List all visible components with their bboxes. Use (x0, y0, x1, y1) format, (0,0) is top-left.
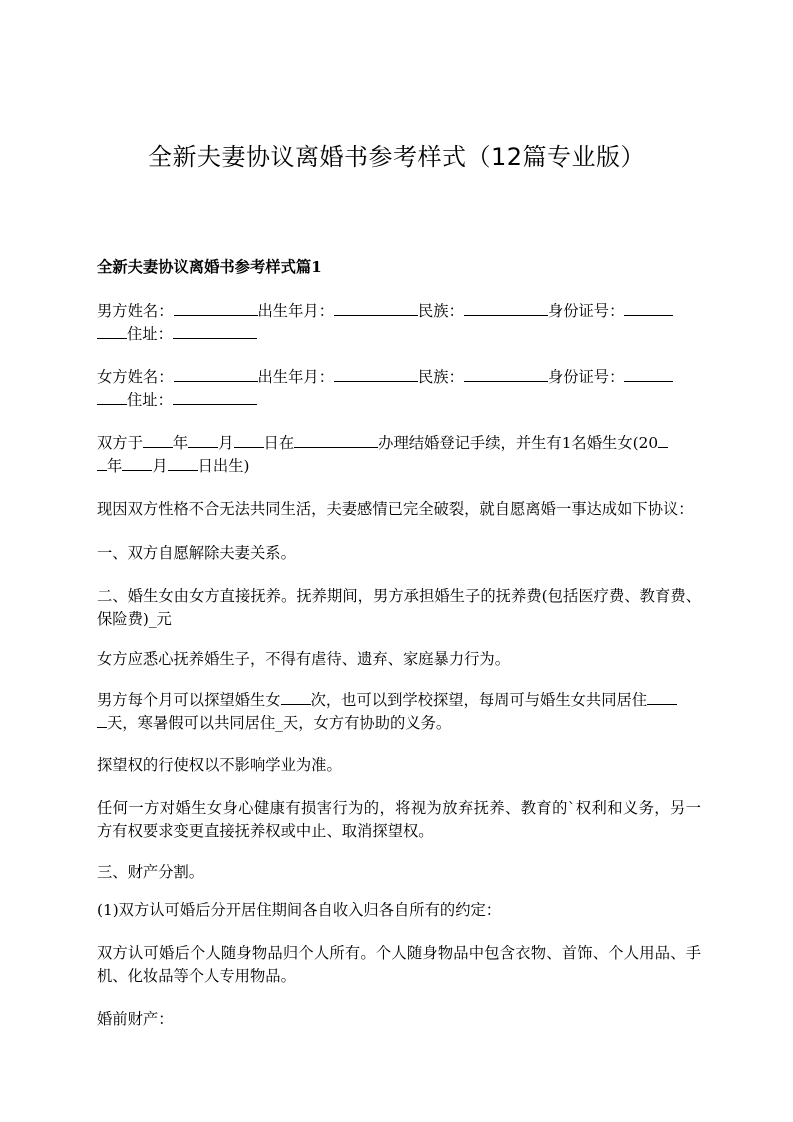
visitation-text-3: 天，寒暑假可以共同居住_天，女方有协助的义务。 (107, 714, 452, 732)
female-duty: 女方应悉心抚养婚生子，不得有虐待、遗弃、家庭暴力行为。 (97, 650, 511, 668)
female-name-label: 女方姓名： (97, 368, 174, 386)
clause-2: 二、婚生女由女方直接抚养。抚养期间，男方承担婚生子的抚养费(包括医疗费、教育费、保险费)_元 (97, 587, 701, 628)
male-info-paragraph (97, 300, 701, 346)
male-address-label: 住址： (127, 325, 173, 343)
visitation-times-blank[interactable] (281, 689, 311, 705)
male-ethnicity-label: 民族： (418, 302, 464, 320)
birth-year-blank[interactable] (658, 432, 668, 448)
female-id-label: 身份证号： (547, 368, 625, 386)
sub-clause-1: (1)双方认可婚后分开居住期间各自收入归各自所有的约定： (97, 901, 502, 919)
reason-paragraph: 现因双方性格不合无法共同生活，夫妻感情已完全破裂，就自愿离婚一事达成如下协议： (97, 500, 694, 518)
male-address-blank[interactable] (173, 323, 257, 339)
marriage-month-blank[interactable] (188, 432, 218, 448)
female-address-blank[interactable] (173, 389, 257, 405)
marriage-day-blank[interactable] (234, 432, 264, 448)
birth-day-blank[interactable] (168, 455, 198, 471)
document-title: 全新夫妻协议离婚书参考样式（12篇专业版） (147, 143, 646, 171)
male-birth-blank[interactable] (334, 300, 418, 316)
marriage-year-blank[interactable] (143, 432, 173, 448)
male-id-label: 身份证号： (547, 302, 625, 320)
female-info-paragraph (97, 366, 701, 412)
visitation-paragraph (97, 689, 701, 735)
clause-3: 三、财产分割。 (97, 863, 205, 881)
male-birth-label: 出生年月： (257, 302, 334, 320)
male-ethnicity-blank[interactable] (464, 300, 548, 316)
section-heading: 全新夫妻协议离婚书参考样式篇1 (97, 258, 322, 276)
document-body (97, 256, 701, 1031)
clause-1: 一、双方自愿解除夫妻关系。 (97, 544, 296, 562)
visitation-days-blank-cont[interactable] (97, 712, 107, 728)
harm-clause: 任何一方对婚生女身心健康有损害行为的，将视为放弃抚养、教育的`权利和义务，另一方有权要求变更直接抚养权或中止、取消探望权。 (97, 799, 701, 840)
female-id-blank[interactable] (624, 366, 673, 382)
birth-year-blank-cont[interactable] (97, 455, 107, 471)
marriage-text-4: 日在 (263, 434, 295, 452)
male-name-blank[interactable] (174, 300, 258, 316)
female-birth-blank[interactable] (334, 366, 418, 382)
female-birth-label: 出生年月： (257, 368, 334, 386)
female-ethnicity-label: 民族： (418, 368, 464, 386)
visitation-text-2: 次，也可以到学校探望，每周可与婚生女共同居住 (310, 691, 648, 709)
premarital-property: 婚前财产： (97, 1010, 174, 1028)
visitation-days-blank[interactable] (647, 689, 677, 705)
female-id-blank-cont[interactable] (97, 389, 127, 405)
marriage-text-8: 日出生) (197, 457, 250, 475)
marriage-text-5: 办理结婚登记手续，并生有1名婚生女(20 (378, 434, 659, 452)
marriage-text-6: 年 (107, 457, 123, 475)
marriage-paragraph (97, 432, 701, 478)
male-name-label: 男方姓名： (97, 302, 174, 320)
marriage-text-1: 双方于 (97, 434, 143, 452)
male-id-blank[interactable] (624, 300, 673, 316)
marriage-text-3: 月 (218, 434, 234, 452)
birth-month-blank[interactable] (122, 455, 152, 471)
marriage-text-7: 月 (152, 457, 168, 475)
marriage-place-blank[interactable] (294, 432, 378, 448)
visitation-text-1: 男方每个月可以探望婚生女 (97, 691, 281, 709)
female-address-label: 住址： (127, 391, 173, 409)
female-name-blank[interactable] (174, 366, 258, 382)
personal-items: 双方认可婚后个人随身物品归个人所有。个人随身物品中包含衣物、首饰、个人用品、手机、化妆品等个人专用物品。 (97, 944, 701, 985)
marriage-text-2: 年 (172, 434, 189, 452)
visitation-limit: 探望权的行使权以不影响学业为准。 (97, 756, 342, 774)
female-ethnicity-blank[interactable] (464, 366, 548, 382)
male-id-blank-cont[interactable] (97, 323, 127, 339)
